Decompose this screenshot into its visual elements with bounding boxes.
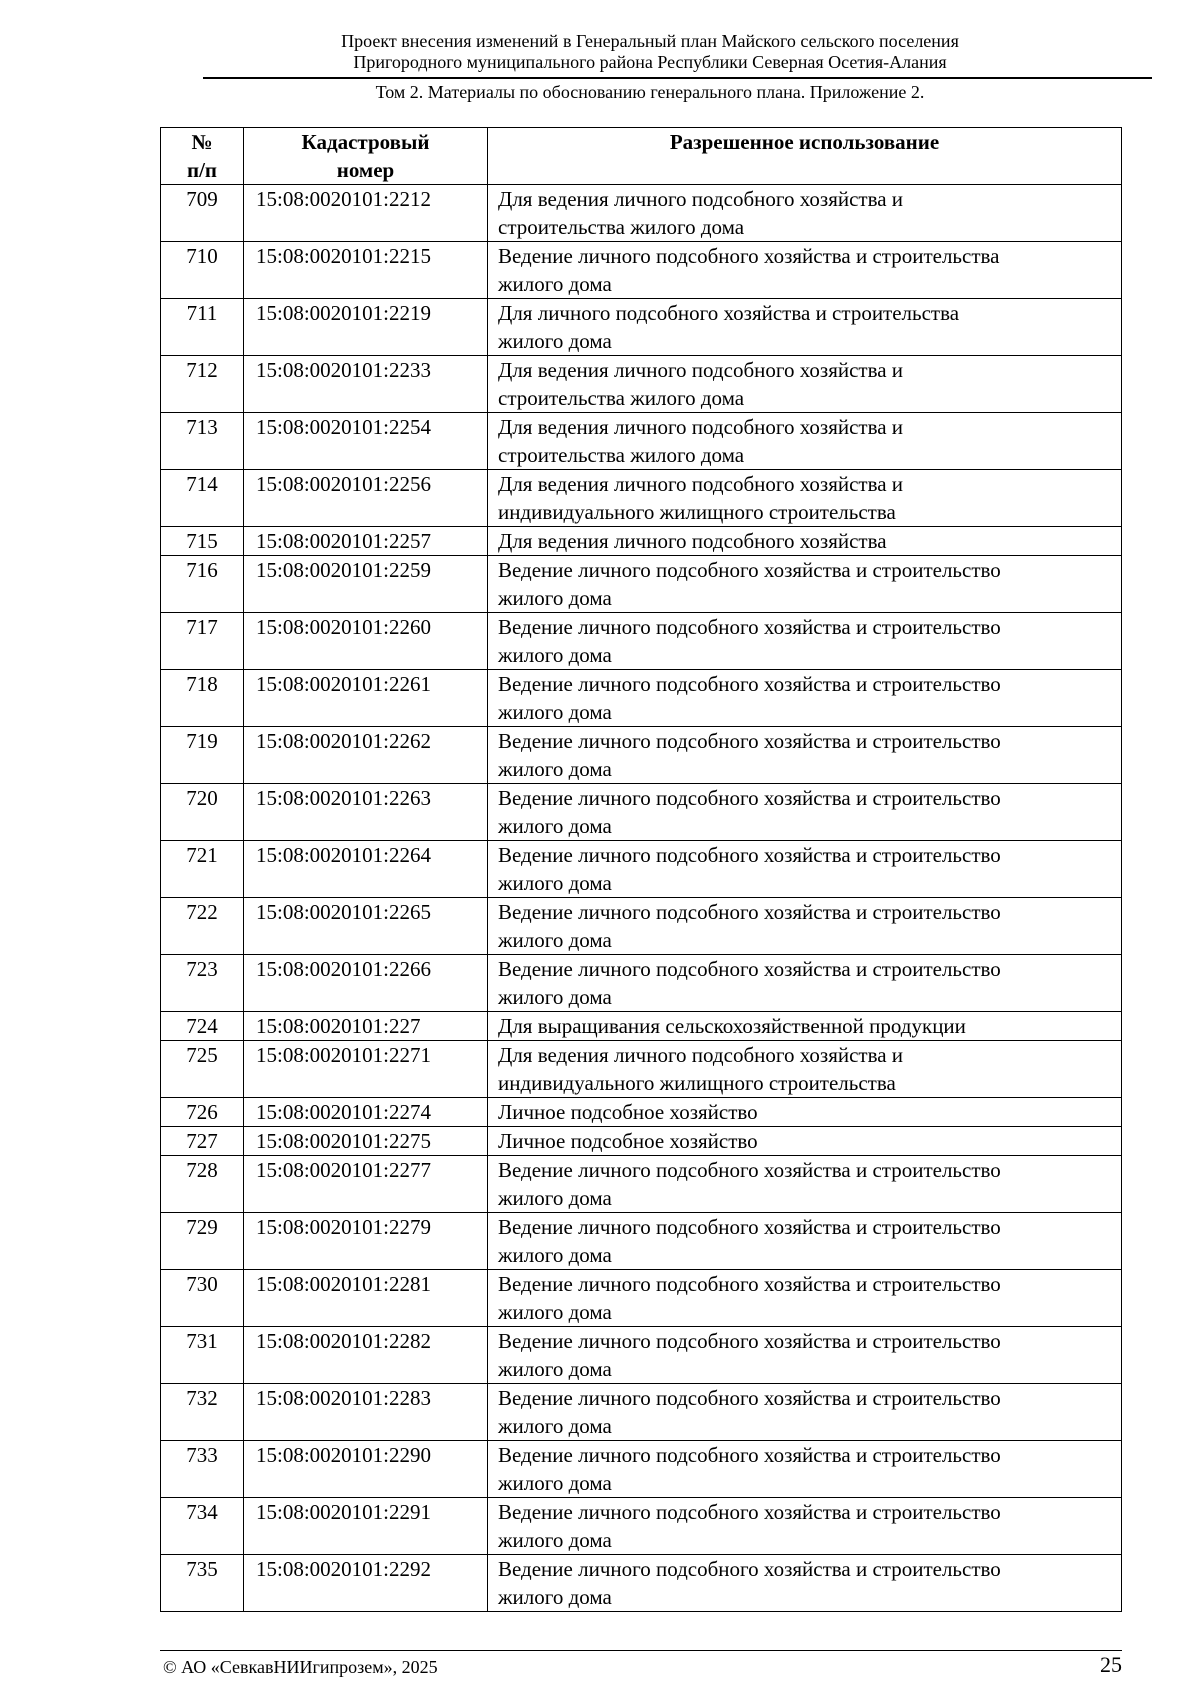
permitted-use-line1: Для личного подсобного хозяйства и строительства	[498, 301, 960, 325]
permitted-use-line1: Ведение личного подсобного хозяйства и строительство	[498, 786, 1001, 810]
permitted-use-line2: жилого дома	[498, 329, 612, 353]
header-volume-title: Том 2. Материалы по обоснованию генерального плана. Приложение 2.	[375, 82, 925, 102]
permitted-use-line1: Ведение личного подсобного хозяйства и строительство	[498, 1272, 1001, 1296]
table-row	[161, 841, 1122, 898]
table-row	[161, 1012, 1122, 1041]
permitted-use	[488, 841, 1122, 898]
permitted-use-line1: Для ведения личного подсобного хозяйства и	[498, 358, 904, 382]
cadastral-number: 15:08:0020101:2279	[244, 1213, 488, 1270]
permitted-use-line2: жилого дома	[498, 1471, 612, 1495]
permitted-use	[488, 1384, 1122, 1441]
permitted-use-line1: Для ведения личного подсобного хозяйства и	[498, 472, 904, 496]
row-number: 734	[161, 1498, 244, 1555]
permitted-use	[488, 299, 1122, 356]
row-number: 713	[161, 413, 244, 470]
permitted-use-line1: Личное подсобное хозяйство	[498, 1100, 758, 1124]
table-row	[161, 527, 1122, 556]
column-header-number	[161, 128, 244, 185]
permitted-use-line2: жилого дома	[498, 985, 612, 1009]
permitted-use	[488, 1327, 1122, 1384]
table-body	[161, 185, 1122, 1612]
table-row	[161, 1270, 1122, 1327]
column-header-number-line2: п/п	[186, 158, 218, 182]
row-number: 726	[161, 1098, 244, 1127]
cadastral-number: 15:08:0020101:2283	[244, 1384, 488, 1441]
table-row	[161, 299, 1122, 356]
permitted-use	[488, 1041, 1122, 1098]
cadastral-number: 15:08:0020101:2259	[244, 556, 488, 613]
row-number: 717	[161, 613, 244, 670]
cadastral-number: 15:08:0020101:2291	[244, 1498, 488, 1555]
permitted-use-line1: Для ведения личного подсобного хозяйства и	[498, 415, 904, 439]
permitted-use-line2: строительства жилого дома	[498, 443, 745, 467]
cadastral-number: 15:08:0020101:2292	[244, 1555, 488, 1612]
table-row	[161, 1098, 1122, 1127]
permitted-use	[488, 242, 1122, 299]
permitted-use-line2: индивидуального жилищного строительства	[498, 1071, 896, 1095]
permitted-use	[488, 613, 1122, 670]
permitted-use-line1: Для ведения личного подсобного хозяйства	[498, 529, 887, 553]
permitted-use	[488, 1156, 1122, 1213]
permitted-use-line1: Ведение личного подсобного хозяйства и строительство	[498, 1443, 1001, 1467]
table-row	[161, 1555, 1122, 1612]
table-row	[161, 670, 1122, 727]
permitted-use-line1: Ведение личного подсобного хозяйства и строительство	[498, 957, 1001, 981]
table-row	[161, 1327, 1122, 1384]
permitted-use-line2: жилого дома	[498, 700, 612, 724]
table-header-row	[161, 128, 1122, 185]
row-number: 724	[161, 1012, 244, 1041]
row-number: 731	[161, 1327, 244, 1384]
permitted-use	[488, 1270, 1122, 1327]
permitted-use-line1: Ведение личного подсобного хозяйства и строительство	[498, 729, 1001, 753]
table-row	[161, 556, 1122, 613]
permitted-use-line1: Для ведения личного подсобного хозяйства и	[498, 187, 904, 211]
row-number: 718	[161, 670, 244, 727]
row-number: 711	[161, 299, 244, 356]
table-row	[161, 1213, 1122, 1270]
header-project-title: Проект внесения изменений в Генеральный план Майского сельского поселения	[341, 31, 959, 51]
permitted-use-line2: жилого дома	[498, 814, 612, 838]
permitted-use-line1: Ведение личного подсобного хозяйства и строительство	[498, 1215, 1001, 1239]
permitted-use	[488, 413, 1122, 470]
permitted-use-line1: Для ведения личного подсобного хозяйства и	[498, 1043, 904, 1067]
permitted-use-line2: жилого дома	[498, 928, 612, 952]
table-row	[161, 1041, 1122, 1098]
permitted-use	[488, 1555, 1122, 1612]
table-row	[161, 413, 1122, 470]
permitted-use-line2: жилого дома	[498, 643, 612, 667]
permitted-use-line1: Ведение личного подсобного хозяйства и строительство	[498, 1557, 1001, 1581]
cadastral-number: 15:08:0020101:2262	[244, 727, 488, 784]
table-row	[161, 1127, 1122, 1156]
row-number: 730	[161, 1270, 244, 1327]
cadastral-number: 15:08:0020101:2264	[244, 841, 488, 898]
cadastral-number: 15:08:0020101:2274	[244, 1098, 488, 1127]
footer-divider	[160, 1650, 1122, 1651]
column-header-cadastral-line2: номер	[336, 158, 395, 182]
permitted-use	[488, 527, 1122, 556]
table-row	[161, 1498, 1122, 1555]
table-row	[161, 727, 1122, 784]
page-number: 25	[1100, 1652, 1122, 1677]
row-number: 712	[161, 356, 244, 413]
permitted-use-line2: жилого дома	[498, 1357, 612, 1381]
row-number: 720	[161, 784, 244, 841]
column-header-usage: Разрешенное использование	[488, 128, 1122, 185]
column-header-cadastral-line1: Кадастровый	[301, 130, 430, 154]
permitted-use-line1: Ведение личного подсобного хозяйства и строительство	[498, 1500, 1001, 1524]
table-row	[161, 1384, 1122, 1441]
row-number: 709	[161, 185, 244, 242]
row-number: 719	[161, 727, 244, 784]
row-number: 732	[161, 1384, 244, 1441]
permitted-use	[488, 898, 1122, 955]
row-number: 722	[161, 898, 244, 955]
permitted-use-line2: жилого дома	[498, 586, 612, 610]
permitted-use	[488, 1098, 1122, 1127]
permitted-use-line2: жилого дома	[498, 1585, 612, 1609]
permitted-use-line1: Личное подсобное хозяйство	[498, 1129, 758, 1153]
permitted-use-line1: Для выращивания сельскохозяйственной продукции	[498, 1014, 966, 1038]
cadastral-number: 15:08:0020101:2277	[244, 1156, 488, 1213]
permitted-use-line1: Ведение личного подсобного хозяйства и строительство	[498, 900, 1001, 924]
cadastral-number: 15:08:0020101:2263	[244, 784, 488, 841]
permitted-use-line2: индивидуального жилищного строительства	[498, 500, 896, 524]
permitted-use	[488, 727, 1122, 784]
permitted-use-line2: жилого дома	[498, 1186, 612, 1210]
row-number: 723	[161, 955, 244, 1012]
table-row	[161, 242, 1122, 299]
permitted-use-line2: строительства жилого дома	[498, 386, 745, 410]
permitted-use-line2: жилого дома	[498, 1243, 612, 1267]
permitted-use-line1: Ведение личного подсобного хозяйства и строительство	[498, 558, 1001, 582]
table-row	[161, 898, 1122, 955]
header-district-title: Пригородного муниципального района Республики Северная Осетия-Алания	[353, 52, 947, 72]
row-number: 727	[161, 1127, 244, 1156]
permitted-use-line2: жилого дома	[498, 871, 612, 895]
table-row	[161, 356, 1122, 413]
table-row	[161, 1441, 1122, 1498]
row-number: 721	[161, 841, 244, 898]
permitted-use	[488, 1012, 1122, 1041]
cadastral-number: 15:08:0020101:2256	[244, 470, 488, 527]
table-row	[161, 1156, 1122, 1213]
permitted-use-line1: Ведение личного подсобного хозяйства и строительство	[498, 672, 1001, 696]
permitted-use	[488, 470, 1122, 527]
permitted-use-line2: жилого дома	[498, 757, 612, 781]
permitted-use-line2: жилого дома	[498, 1414, 612, 1438]
cadastral-number: 15:08:0020101:2254	[244, 413, 488, 470]
cadastral-number: 15:08:0020101:2212	[244, 185, 488, 242]
land-plots-table	[160, 127, 1122, 1612]
table-row	[161, 784, 1122, 841]
permitted-use	[488, 356, 1122, 413]
table-row	[161, 470, 1122, 527]
permitted-use	[488, 670, 1122, 727]
row-number: 714	[161, 470, 244, 527]
row-number: 716	[161, 556, 244, 613]
cadastral-number: 15:08:0020101:2282	[244, 1327, 488, 1384]
permitted-use-line2: жилого дома	[498, 272, 612, 296]
cadastral-number: 15:08:0020101:2233	[244, 356, 488, 413]
permitted-use	[488, 955, 1122, 1012]
cadastral-number: 15:08:0020101:2271	[244, 1041, 488, 1098]
cadastral-number: 15:08:0020101:2260	[244, 613, 488, 670]
footer-copyright: © АО «СевкавНИИгипрозем», 2025	[163, 1657, 438, 1677]
permitted-use	[488, 1213, 1122, 1270]
cadastral-number: 15:08:0020101:2261	[244, 670, 488, 727]
cadastral-number: 15:08:0020101:2266	[244, 955, 488, 1012]
row-number: 729	[161, 1213, 244, 1270]
permitted-use-line1: Ведение личного подсобного хозяйства и строительство	[498, 1386, 1001, 1410]
row-number: 733	[161, 1441, 244, 1498]
cadastral-number: 15:08:0020101:2265	[244, 898, 488, 955]
permitted-use-line1: Ведение личного подсобного хозяйства и строительство	[498, 843, 1001, 867]
permitted-use-line1: Ведение личного подсобного хозяйства и строительства	[498, 244, 1000, 268]
cadastral-number: 15:08:0020101:2275	[244, 1127, 488, 1156]
permitted-use-line1: Ведение личного подсобного хозяйства и строительство	[498, 615, 1001, 639]
table-row	[161, 185, 1122, 242]
table-row	[161, 613, 1122, 670]
permitted-use	[488, 1498, 1122, 1555]
permitted-use-line2: строительства жилого дома	[498, 215, 745, 239]
permitted-use	[488, 1441, 1122, 1498]
cadastral-number: 15:08:0020101:2290	[244, 1441, 488, 1498]
column-header-number-line1: №	[191, 130, 213, 154]
row-number: 725	[161, 1041, 244, 1098]
permitted-use-line1: Ведение личного подсобного хозяйства и строительство	[498, 1329, 1001, 1353]
cadastral-number: 15:08:0020101:2219	[244, 299, 488, 356]
header-divider	[203, 77, 1152, 79]
permitted-use-line2: жилого дома	[498, 1300, 612, 1324]
row-number: 715	[161, 527, 244, 556]
permitted-use-line2: жилого дома	[498, 1528, 612, 1552]
cadastral-number: 15:08:0020101:2281	[244, 1270, 488, 1327]
cadastral-number: 15:08:0020101:2215	[244, 242, 488, 299]
column-header-cadastral	[244, 128, 488, 185]
permitted-use-line1: Ведение личного подсобного хозяйства и строительство	[498, 1158, 1001, 1182]
permitted-use	[488, 784, 1122, 841]
cadastral-number: 15:08:0020101:2257	[244, 527, 488, 556]
permitted-use	[488, 556, 1122, 613]
table-row	[161, 955, 1122, 1012]
row-number: 735	[161, 1555, 244, 1612]
row-number: 728	[161, 1156, 244, 1213]
permitted-use	[488, 185, 1122, 242]
permitted-use	[488, 1127, 1122, 1156]
row-number: 710	[161, 242, 244, 299]
cadastral-number: 15:08:0020101:227	[244, 1012, 488, 1041]
